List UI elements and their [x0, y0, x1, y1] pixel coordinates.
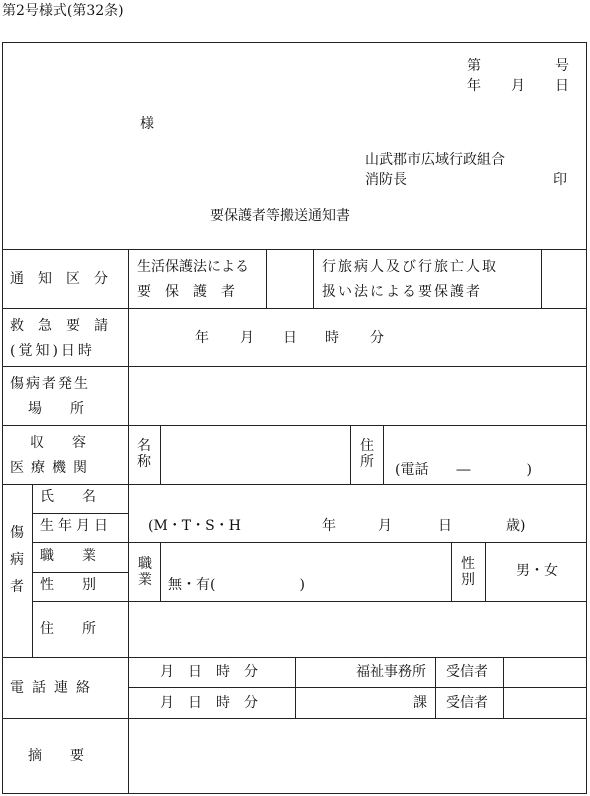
- notice-opt2-line2: 扱い法による要保護者: [322, 284, 482, 300]
- phone-contact-label: 電話連絡: [10, 680, 98, 696]
- patient-dob-label: 生年月日: [40, 518, 112, 534]
- phone-r2-office: 課: [413, 695, 427, 711]
- seal-mark: 印: [553, 172, 567, 188]
- notice-type-label: 通 知 区 分: [10, 271, 108, 287]
- emergency-label-line2: (覚知)日時: [10, 343, 95, 359]
- notice-opt2-line1: 行旅病人及び行旅亡人取: [322, 259, 498, 275]
- patient-name-field[interactable]: [129, 485, 586, 513]
- occupation-small-label: 職業: [138, 556, 152, 588]
- incident-place-field[interactable]: [129, 367, 586, 425]
- hospital-label-line2: 医療機関: [10, 460, 94, 476]
- patient-age: 歳): [506, 518, 526, 534]
- header-go: 号: [555, 58, 569, 74]
- patient-dob-year: 年: [322, 518, 336, 534]
- hospital-address-label: 住所: [360, 438, 374, 470]
- document-title: 要保護者等搬送通知書: [210, 208, 350, 224]
- patient-address-field[interactable]: [129, 602, 586, 657]
- summary-field[interactable]: [129, 719, 586, 793]
- hospital-name-field[interactable]: [161, 426, 350, 484]
- sex-value[interactable]: 男・女: [516, 563, 558, 579]
- patient-name-label: 氏 名: [40, 489, 96, 505]
- patient-dob-era: (M・T・S・H: [148, 518, 241, 534]
- phone-r2-time: 月 日 時 分: [160, 695, 258, 711]
- header-day: 日: [555, 78, 569, 94]
- phone-r2-receiver-field[interactable]: [504, 688, 586, 718]
- organization-name: 山武郡市広域行政組合: [365, 152, 505, 168]
- emergency-hour: 時: [325, 330, 339, 346]
- header-dai: 第: [467, 58, 481, 74]
- incident-place-label-line2: 場 所: [28, 401, 84, 417]
- hospital-address-field[interactable]: [384, 426, 586, 460]
- emergency-year: 年: [195, 330, 209, 346]
- patient-dob-day: 日: [438, 518, 452, 534]
- form-number: 第2号様式(第32条): [2, 3, 124, 19]
- phone-r2-receiver: 受信者: [446, 695, 488, 711]
- emergency-minute: 分: [370, 330, 384, 346]
- patient-occupation-label: 職 業: [40, 548, 96, 564]
- hospital-label-line1: 収 容: [30, 435, 86, 451]
- notice-opt1-line1: 生活保護法による: [137, 259, 249, 275]
- occupation-value[interactable]: 無・有( ): [168, 577, 305, 593]
- phone-r1-receiver-field[interactable]: [504, 658, 586, 687]
- addressee-sama: 様: [140, 116, 154, 132]
- emergency-month: 月: [240, 330, 254, 346]
- fire-chief-title: 消防長: [365, 172, 407, 188]
- notice-opt2-checkbox[interactable]: [542, 250, 586, 308]
- patient-address-label: 住 所: [40, 621, 96, 637]
- phone-r1-receiver: 受信者: [446, 664, 488, 680]
- header-year: 年: [467, 78, 481, 94]
- phone-r1-office: 福祉事務所: [356, 664, 426, 680]
- incident-place-label-line1: 傷病者発生: [10, 376, 90, 392]
- patient-group-label: 傷病者: [10, 525, 24, 595]
- hospital-name-label: 名称: [137, 438, 151, 470]
- emergency-day: 日: [283, 330, 297, 346]
- hospital-phone: (電話 ― ): [395, 462, 532, 478]
- sex-small-label: 性別: [461, 556, 475, 588]
- summary-label: 摘 要: [28, 748, 84, 764]
- header-month: 月: [511, 78, 525, 94]
- notice-opt1-checkbox[interactable]: [267, 250, 313, 308]
- notice-opt1-line2: 要 保 護 者: [137, 284, 235, 300]
- emergency-label-line1: 救 急 要 請: [10, 318, 108, 334]
- patient-sex-label: 性 別: [40, 577, 96, 593]
- patient-dob-month: 月: [378, 518, 392, 534]
- phone-r1-time: 月 日 時 分: [160, 664, 258, 680]
